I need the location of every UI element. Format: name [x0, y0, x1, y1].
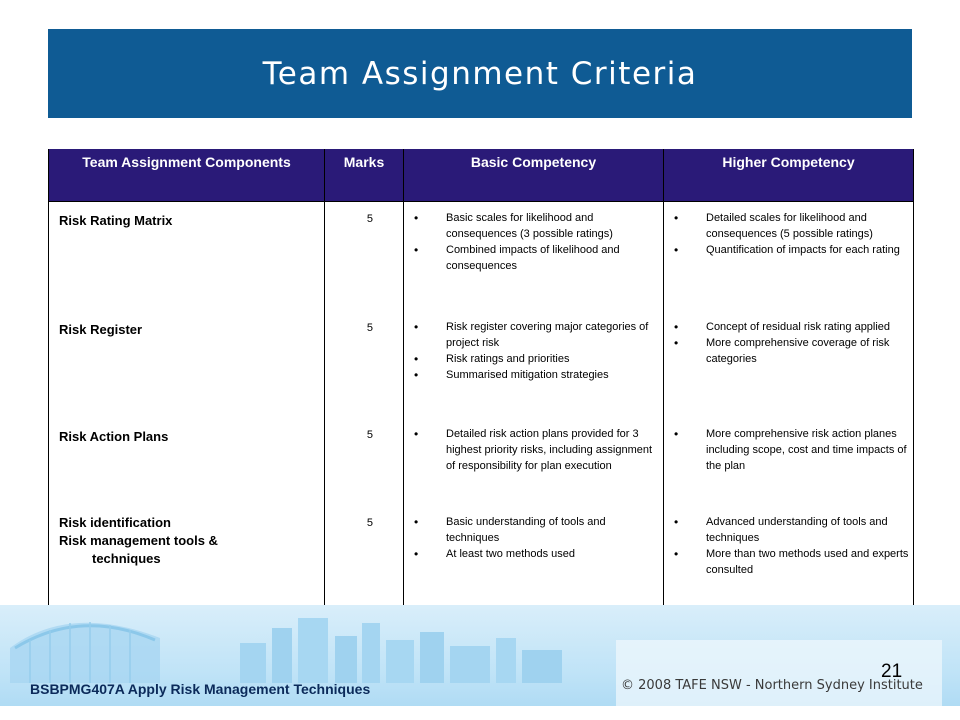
- harbour-bridge-skyline-graphic: [10, 608, 630, 683]
- component-cell: [49, 506, 325, 612]
- footer-bottom-strip: [0, 706, 960, 720]
- list-item: • Summarised mitigation strategies: [412, 367, 659, 383]
- list-item: • Risk register covering major categories of project risk: [412, 319, 659, 351]
- table-row: [49, 506, 914, 612]
- marks-cell: 5: [325, 202, 404, 312]
- higher-cell: [664, 506, 914, 612]
- header-components: Team Assignment Components: [49, 149, 325, 202]
- higher-cell: [664, 311, 914, 418]
- table-row: [49, 202, 914, 312]
- criteria-table: [48, 149, 914, 638]
- component-cell: Risk Action Plans: [49, 418, 325, 506]
- header-row: [49, 149, 914, 202]
- marks-cell: 5: [325, 311, 404, 418]
- marks-cell: 5: [325, 418, 404, 506]
- list-item: • Detailed scales for likelihood and consequences (5 possible ratings): [672, 210, 909, 242]
- list-item: • Quantification of impacts for each rating: [672, 242, 909, 258]
- basic-cell: [404, 311, 664, 418]
- list-item: • Basic understanding of tools and techniques: [412, 514, 659, 546]
- header-marks: Marks: [325, 149, 404, 202]
- list-item: • Detailed risk action plans provided for 3 highest priority risks, including assignment of responsibility for plan execution: [412, 426, 659, 474]
- component-cell: Risk Register: [49, 311, 325, 418]
- higher-cell: [664, 202, 914, 312]
- list-item: • More comprehensive coverage of risk categories: [672, 335, 909, 367]
- list-item: • Concept of residual risk rating applied: [672, 319, 909, 335]
- course-title: BSBPMG407A Apply Risk Management Techniques: [30, 681, 371, 697]
- basic-cell: [404, 418, 664, 506]
- table-row: [49, 418, 914, 506]
- table-row: [49, 311, 914, 418]
- header-basic: Basic Competency: [404, 149, 664, 202]
- component-line: Risk management tools &: [59, 533, 218, 548]
- basic-cell: [404, 202, 664, 312]
- list-item: • More comprehensive risk action planes including scope, cost and time impacts of the plan: [672, 426, 909, 474]
- higher-cell: [664, 418, 914, 506]
- component-cell: Risk Rating Matrix: [49, 202, 325, 312]
- list-item: • Basic scales for likelihood and consequences (3 possible ratings): [412, 210, 659, 242]
- list-item: • More than two methods used and experts consulted: [672, 546, 909, 578]
- basic-cell: [404, 506, 664, 612]
- component-line: techniques: [92, 551, 161, 566]
- slide-title: Team Assignment Criteria: [262, 55, 698, 92]
- marks-cell: 5: [325, 506, 404, 612]
- page-number: 21: [881, 661, 903, 682]
- component-line: Risk identification: [59, 515, 171, 530]
- list-item: • Combined impacts of likelihood and consequences: [412, 242, 659, 274]
- list-item: • Advanced understanding of tools and techniques: [672, 514, 909, 546]
- copyright-text: © 2008 TAFE NSW - Northern Sydney Institute: [621, 678, 923, 693]
- list-item: • Risk ratings and priorities: [412, 351, 659, 367]
- header-higher: Higher Competency: [664, 149, 914, 202]
- list-item: • At least two methods used: [412, 546, 659, 562]
- title-banner: [48, 29, 912, 118]
